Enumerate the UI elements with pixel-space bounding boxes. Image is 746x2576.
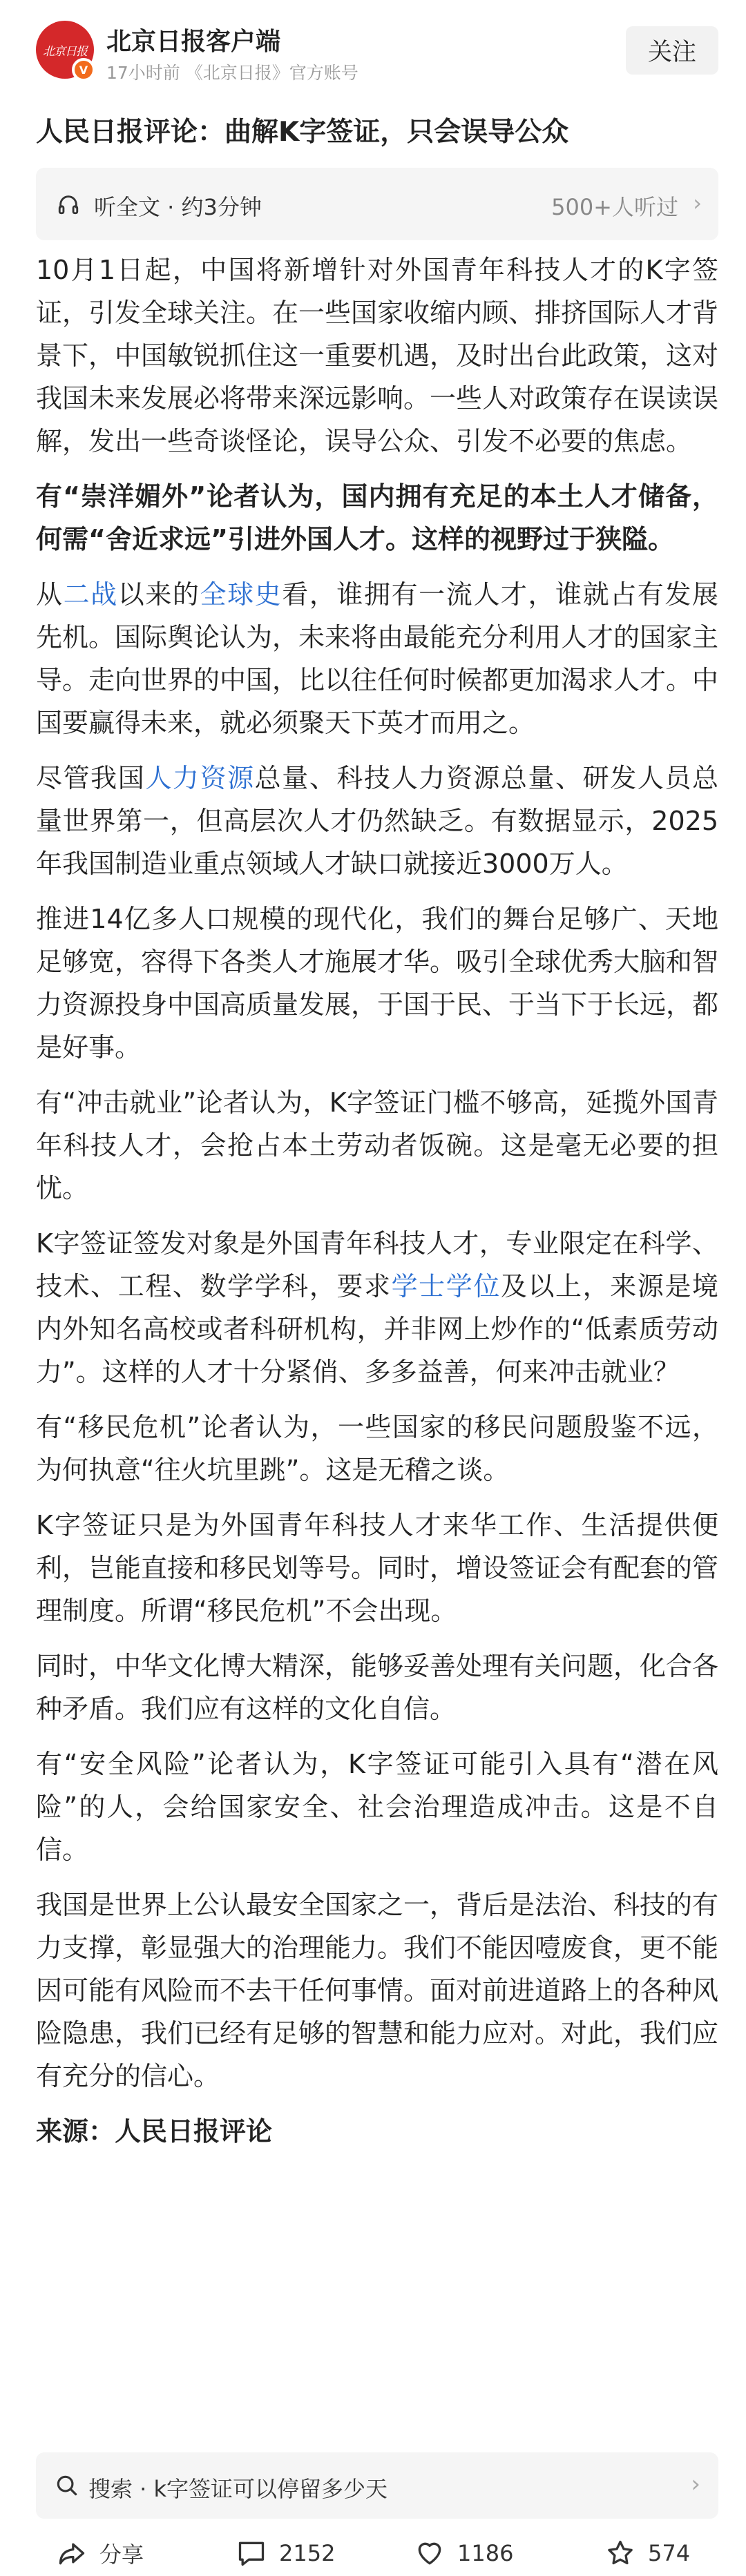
follow-button[interactable]: 关注 [626,26,718,75]
paragraph [36,573,718,744]
favorite-count: 574 [648,2540,691,2566]
paragraph: 有“移民危机”论者认为，一些国家的移民问题殷鉴不远，为何执意“往火坑里跳”。这是无稽之谈。 [36,1412,718,1485]
paragraph [36,757,718,885]
bottom-action-bar [0,2527,746,2576]
headphones-icon [57,193,80,216]
paragraph: 我国是世界上公认最安全国家之一，背后是法治、科技的有力支撑，彰显强大的治理能力。我们不能因噎废食，更不能因可能有风险而不去干任何事情。面对前进道路上的各种风险隐患，我们已经有足够的智慧和能力应对。对此，我们应有充分的信心。 [36,1890,719,2091]
share-button[interactable] [57,2535,144,2571]
paragraph: 有“冲击就业”论者认为，K字签证门槛不够高，延揽外国青年科技人才，会抢占本土劳动者饭碗。这是毫无必要的担忧。 [36,1087,718,1203]
paragraph: 有“安全风险”论者认为，K字签证可能引入具有“潜在风险”的人，会给国家安全、社会治理造成冲击。这是不自信。 [36,1749,718,1865]
paragraph-text: 及以上，来源是境内外知名高校或者科研机构，并非网上炒作的“低素质劳动力”。这样的人才十分紧俏、多多益善，何来冲击就业？ [36,1271,718,1387]
account-name[interactable]: 北京日报客户端 [106,28,281,56]
share-icon [57,2538,87,2568]
paragraph-text: 总量、科技人力资源总量、研发人员总量世界第一，但高层次人才仍然缺乏。有数据显示，2025年我国制造业重点领域人才缺口就接近3000万人。 [36,763,718,879]
share-label: 分享 [99,2541,144,2568]
like-count: 1186 [457,2540,514,2566]
listen-label: 听全文 · 约3分钟 [94,194,262,220]
paragraph: K字签证只是为外国青年科技人才来华工作、生活提供便利，岂能直接和移民划等号。同时，增设签证会有配套的管理制度。所谓“移民危机”不会出现。 [36,1510,719,1626]
listen-count: 500+人听过 [551,194,678,220]
link-bachelor-degree[interactable]: 学士学位 [391,1271,501,1301]
avatar-logo: 北京日报 [43,44,87,59]
comment-button[interactable] [236,2535,335,2571]
link-human-resources[interactable]: 人力资源 [145,763,255,793]
paragraph: 10月1日起，中国将新增针对外国青年科技人才的K字签证，引发全球关注。在一些国家收缩内顾、排挤国际人才背景下，中国敏锐抓住这一重要机遇，及时出台此政策，这对我国未来发展必将带来深远影响。一些人对政策存在误读误解，发出一些奇谈怪论，误导公众、引发不必要的焦虑。 [36,255,719,456]
paragraph-text: K字签证签发对象是外国青年科技人才，专业限定在科学、技术、工程、数学学科，要求 [36,1228,718,1301]
chevron-right-icon: › [691,2470,700,2498]
search-icon [54,2472,80,2499]
search-suggestion: 搜索 · k字签证可以停留多少天 [88,2476,388,2502]
article-title: 人民日报评论：曲解K字签证，只会误导公众 [36,117,569,148]
star-icon [605,2538,635,2568]
like-button[interactable] [414,2535,513,2571]
paragraph [36,1222,718,1393]
favorite-button[interactable] [605,2535,690,2571]
link-global-history[interactable]: 全球史 [200,579,283,610]
paragraph: 有“崇洋媚外”论者认为，国内拥有充足的本土人才储备，何需“舍近求远”引进外国人才。这样的视野过于狭隘。 [36,481,718,554]
article-body [36,249,718,2153]
paragraph-text: 以来的 [117,579,200,610]
paragraph: 同时，中华文化博大精深，能够妥善处理有关问题，化合各种矛盾。我们应有这样的文化自信。 [36,1651,719,1724]
paragraph-text: 从 [36,579,64,610]
comment-icon [236,2538,267,2568]
link-ww2[interactable]: 二战 [63,579,118,610]
paragraph-text: 尽管我国 [36,763,146,793]
comment-count: 2152 [279,2540,336,2566]
listen-bar[interactable] [36,168,718,240]
paragraph: 推进14亿多人口规模的现代化，我们的舞台足够广、天地足够宽，容得下各类人才施展才华。吸引全球优秀大脑和智力资源投身中国高质量发展，于国于民、于当下于长远，都是好事。 [36,904,719,1063]
paragraph-text: 看，谁拥有一流人才，谁就占有发展先机。国际舆论认为，未来将由最能充分利用人才的国家主导。走向世界的中国，比以往任何时候都更加渴求人才。中国要赢得未来，就必须聚天下英才而用之。 [36,579,719,738]
chevron-right-icon: › [693,190,702,216]
heart-icon [414,2538,445,2568]
article-header [0,0,746,104]
article-source: 来源：人民日报评论 [36,2116,273,2147]
related-search-bar[interactable] [36,2452,718,2519]
verified-badge-icon: V [72,58,95,81]
account-meta: 17小时前 《北京日报》官方账号 [106,63,358,83]
